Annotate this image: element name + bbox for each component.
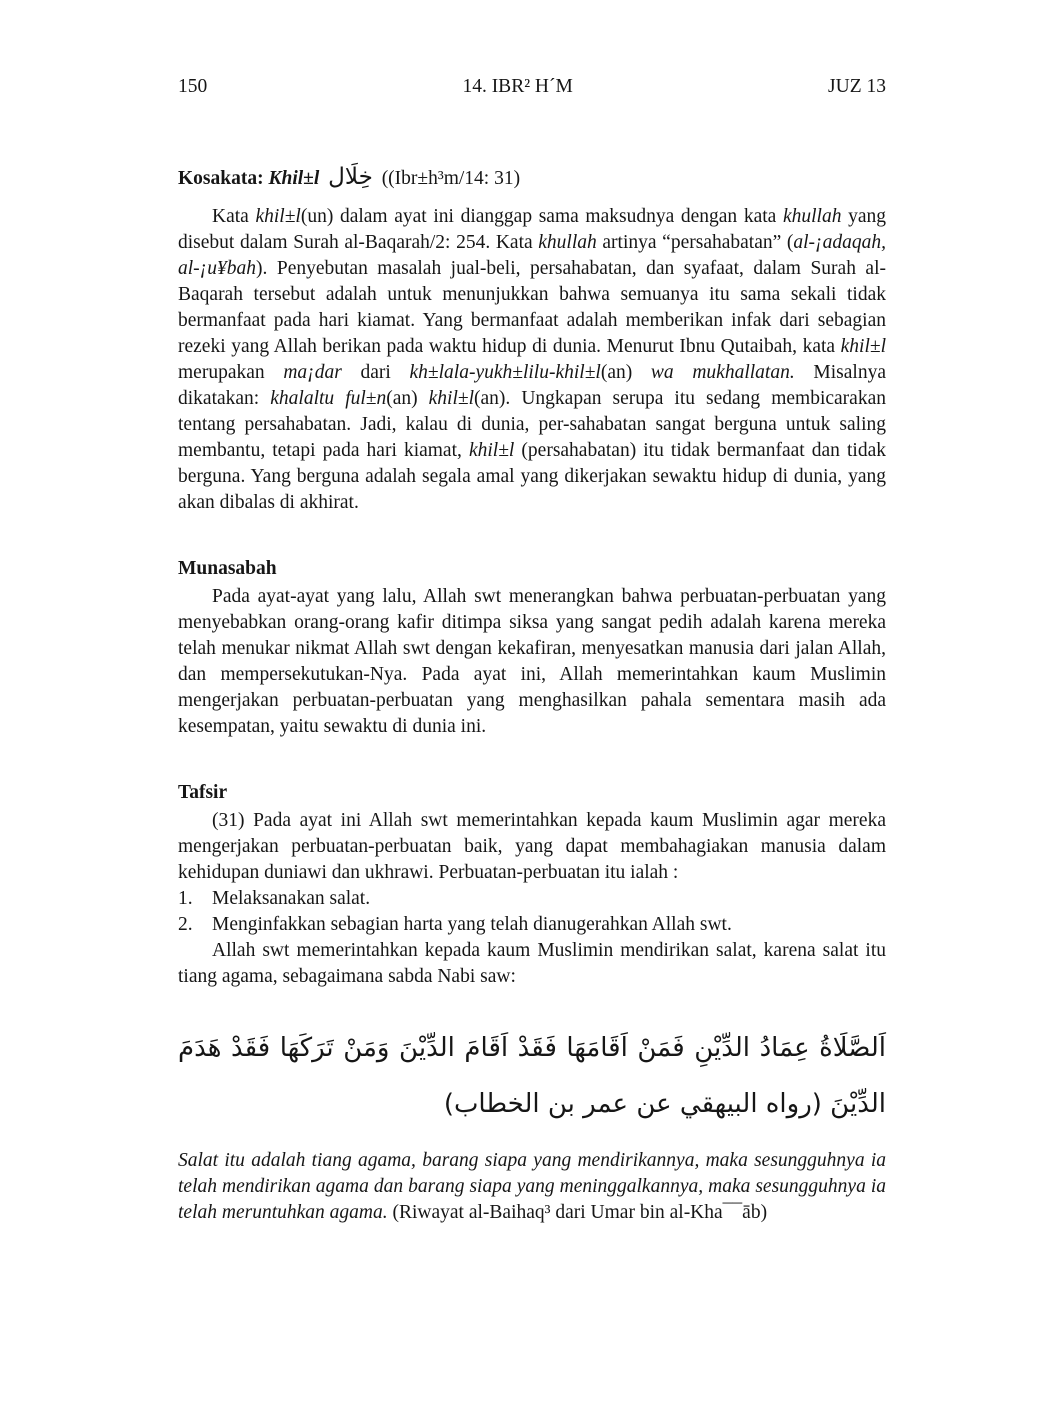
tafsir-heading: Tafsir xyxy=(178,782,228,803)
list-item-number: 1. xyxy=(178,888,193,909)
juz-label: JUZ 13 xyxy=(828,76,886,97)
list-item-text: Menginfakkan sebagian harta yang telah dianugerahkan Allah swt. xyxy=(212,914,732,935)
munasabah-heading: Munasabah xyxy=(178,558,277,579)
page-header xyxy=(178,74,886,100)
munasabah-paragraph: Pada ayat-ayat yang lalu, Allah swt menerangkan bahwa perbuatan-perbuatan yang menyebabkan orang-orang kafir ditimpa siksa yang sangat pedih adalah karena mereka telah menukar nikmat Allah swt dengan kekafiran, menyesatkan manusia dari jalan Allah, dan mempersekutukan-Nya. Pada ayat ini, Allah memerintahkan kaum Muslimin mengerjakan perbuatan-perbuatan yang menghasilkan pahala sementara masih ada kesempatan, yaitu sewaktu di dunia ini. xyxy=(178,586,886,737)
list-item xyxy=(178,886,886,912)
hadith-translation: Salat itu adalah tiang agama, barang siapa yang mendirikannya, maka sesungguhnya ia telah mendirikan agama dan barang siapa yang meninggalkannya, maka sesungguhnya ia telah meruntuhkan agama. (Riwayat al-Baihaq³ dari Umar bin al-Kha¯¯āb) xyxy=(178,1150,886,1223)
tafsir-salat-paragraph: Allah swt memerintahkan kepada kaum Muslimin mendirikan salat, karena salat itu tiang agama, sebagaimana sabda Nabi saw: xyxy=(178,940,886,987)
list-item-text: Melaksanakan salat. xyxy=(212,888,371,909)
list-item xyxy=(178,912,886,938)
hadith-arabic-text: اَلصَّلَاةُ عِمَادُ الدِّيْنِ فَمَنْ اَقَامَهَا فَقَدْ اَقَامَ الدِّيْنَ وَمَنْ تَرَكَهَا فَقَدْ هَدَمَ الدِّيْنَ (رواه البيهقي عن عمر بن الخطاب) xyxy=(178,1033,886,1119)
kosakata-arabic-word: خِلَال xyxy=(328,164,373,190)
kosakata-term: Khil±l xyxy=(268,168,320,189)
page-number: 150 xyxy=(178,76,208,97)
running-title: 14. IBR² H´M xyxy=(462,76,573,97)
kosakata-heading xyxy=(178,164,886,192)
list-item-number: 2. xyxy=(178,914,193,935)
kosakata-reference: ((Ibr±h³m/14: 31) xyxy=(381,168,521,189)
tafsir-intro-paragraph: (31) Pada ayat ini Allah swt memerintahkan kepada kaum Muslimin agar mereka mengerjakan perbuatan-perbuatan baik, yang dapat membahagiakan manusia dalam kehidupan duniawi dan ukhrawi. Perbuatan-perbuatan itu ialah : xyxy=(178,810,886,883)
kosakata-paragraph: Kata khil±l(un) dalam ayat ini dianggap sama maksudnya dengan kata khullah yang disebut dalam Surah al-Baqarah/2: 254. Kata khullah artinya “persahabatan” (al-¡adaqah, al-¡u¥bah). Penyebutan masalah jual-beli, persahabatan, dan syafaat, dalam Surah al-Baqarah tersebut adalah untuk menunjukkan bahwa semuanya itu sama sekali tidak bermanfaat pada hari kiamat. Yang bermanfaat adalah memberikan infak dari sebagian rezeki yang Allah berikan pada waktu hidup di dunia. Menurut Ibnu Qutaibah, kata khil±l merupakan ma¡dar dari kh±lala-yukh±lilu-khil±l(an) wa mukhallatan. Misalnya dikatakan: khalaltu ful±n(an) khil±l(an). Ungkapan serupa itu sedang membicarakan tentang persahabatan. Jadi, kalau di dunia, per-sahabatan sangat berguna untuk saling membantu, tetapi pada hari kiamat, khil±l (persahabatan) itu tidak bermanfaat dan tidak berguna. Yang berguna adalah segala amal yang dikerjakan sewaktu hidup di dunia, yang akan dibalas di akhirat. xyxy=(178,206,886,513)
kosakata-label: Kosakata: xyxy=(178,168,264,189)
